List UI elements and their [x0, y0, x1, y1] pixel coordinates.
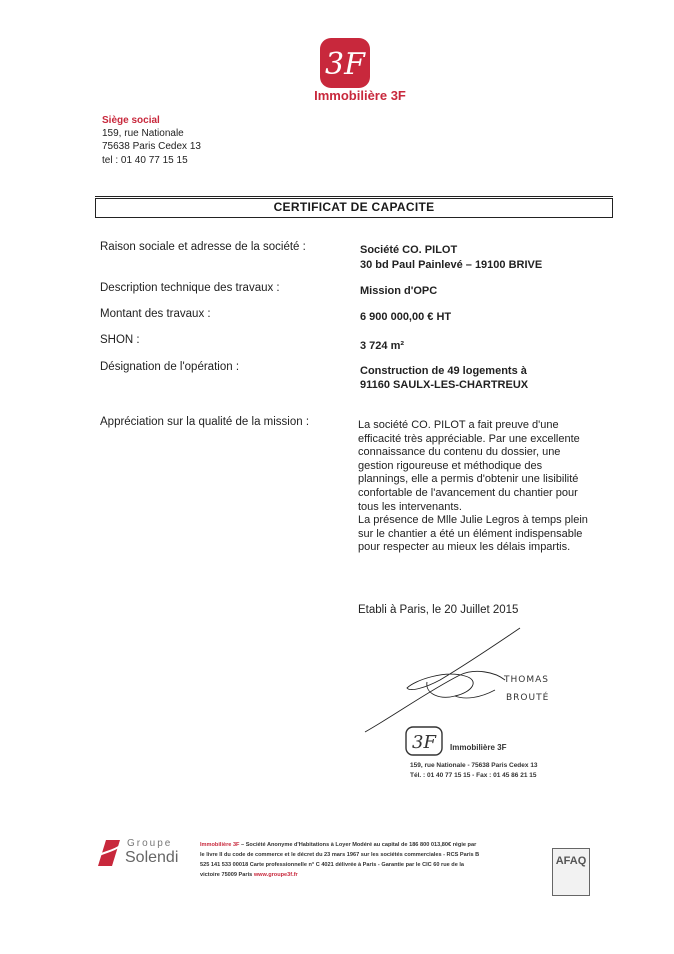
head-office-line: 159, rue Nationale	[102, 128, 184, 139]
svg-text:3F: 3F	[412, 732, 436, 753]
shon-label: SHON :	[100, 334, 140, 346]
appreciation-text	[358, 419, 628, 555]
operation-value: Construction de 49 logements à	[360, 365, 527, 377]
stamp-3f-logo	[405, 726, 443, 756]
footer-website-link[interactable]: www.groupe3f.fr	[253, 872, 298, 878]
appreciation-line: connaissance du contenu du dossier, une	[358, 446, 561, 459]
place-and-date: Etabli à Paris, le 20 Juillet 2015	[358, 604, 519, 616]
signatory-last-name: BROUTÉ	[506, 693, 550, 703]
company-label: Raison sociale et adresse de la société :	[100, 241, 306, 253]
works-description-label: Description technique des travaux :	[100, 282, 280, 294]
footer-legal-line: le livre II du code de commerce et le décret du 23 mars 1967 sur les sociétés commerciales - RCS Paris B	[200, 852, 480, 858]
certificate-title-box	[95, 198, 613, 218]
footer-legal-line: Immobilière 3F – Société Anonyme d'Habitations à Loyer Modéré au capital de 186 800 013,80€ régie par	[200, 842, 477, 848]
appreciation-line: sur le chantier a été un élément indispensable	[358, 527, 583, 540]
appreciation-line: efficacité très appréciable. Par une excellente	[358, 432, 580, 445]
company-address-value: 30 bd Paul Painlevé – 19100 BRIVE	[360, 259, 543, 271]
appreciation-line: La présence de Mlle Julie Legros à temps plein	[358, 514, 588, 527]
operation-location-value: 91160 SAULX-LES-CHARTREUX	[360, 379, 529, 391]
afaq-certification-logo	[552, 848, 590, 896]
certificate-title: CERTIFICAT DE CAPACITE	[273, 200, 435, 214]
head-office-title: Siège social	[102, 115, 160, 126]
afaq-label: AFAQ	[555, 855, 587, 867]
appreciation-line: confortable de l'avancement du chantier pour	[358, 486, 578, 499]
company-name-value: Société CO. PILOT	[360, 244, 458, 256]
footer-legal-brand: Immobilière 3F	[200, 842, 240, 848]
works-amount-label: Montant des travaux :	[100, 308, 211, 320]
handwritten-signature	[355, 620, 585, 740]
signatory-first-name: THOMAS	[504, 675, 549, 685]
works-amount-value: 6 900 000,00 € HT	[360, 311, 452, 323]
footer-legal-line: 525 141 533 00018 Carte professionnelle n° C 4021 délivrée à Paris - Garantie par le CIC 60 rue de la	[200, 862, 465, 868]
stamp-phone: Tél. : 01 40 77 15 15 - Fax : 01 45 86 21 15	[410, 772, 537, 779]
appreciation-line: pour respecter au mieux les délais impartis.	[358, 541, 571, 554]
works-description-value: Mission d'OPC	[360, 285, 438, 297]
shon-value: 3 724 m²	[360, 340, 405, 352]
head-office-line: 75638 Paris Cedex 13	[102, 141, 201, 152]
appreciation-line: tous les intervenants.	[358, 500, 462, 513]
appreciation-line: La société CO. PILOT a fait preuve d'une	[358, 419, 559, 431]
immobiliere-3f-logo	[320, 38, 370, 88]
footer-legal-line: victoire 75009 Paris www.groupe3f.fr	[200, 872, 298, 878]
head-office-line: tel : 01 40 77 15 15	[102, 155, 188, 166]
appreciation-label: Appréciation sur la qualité de la mission :	[100, 416, 310, 428]
stamp-company-name: Immobilière 3F	[450, 743, 507, 752]
footer-groupe-text: Groupe	[127, 838, 173, 849]
appreciation-line: plannings, elle a permis d'obtenir une lisibilité	[358, 473, 579, 486]
svg-text:3F: 3F	[325, 47, 365, 82]
groupe-solendi-logo-icon	[92, 838, 122, 868]
footer-solendi-text: Solendi	[125, 849, 179, 866]
company-name: Immobilière 3F	[314, 88, 406, 103]
appreciation-line: gestion rigoureuse et méthodique des	[358, 459, 543, 472]
operation-label: Désignation de l'opération :	[100, 361, 240, 373]
stamp-address: 159, rue Nationale - 75638 Paris Cedex 13	[410, 762, 538, 769]
